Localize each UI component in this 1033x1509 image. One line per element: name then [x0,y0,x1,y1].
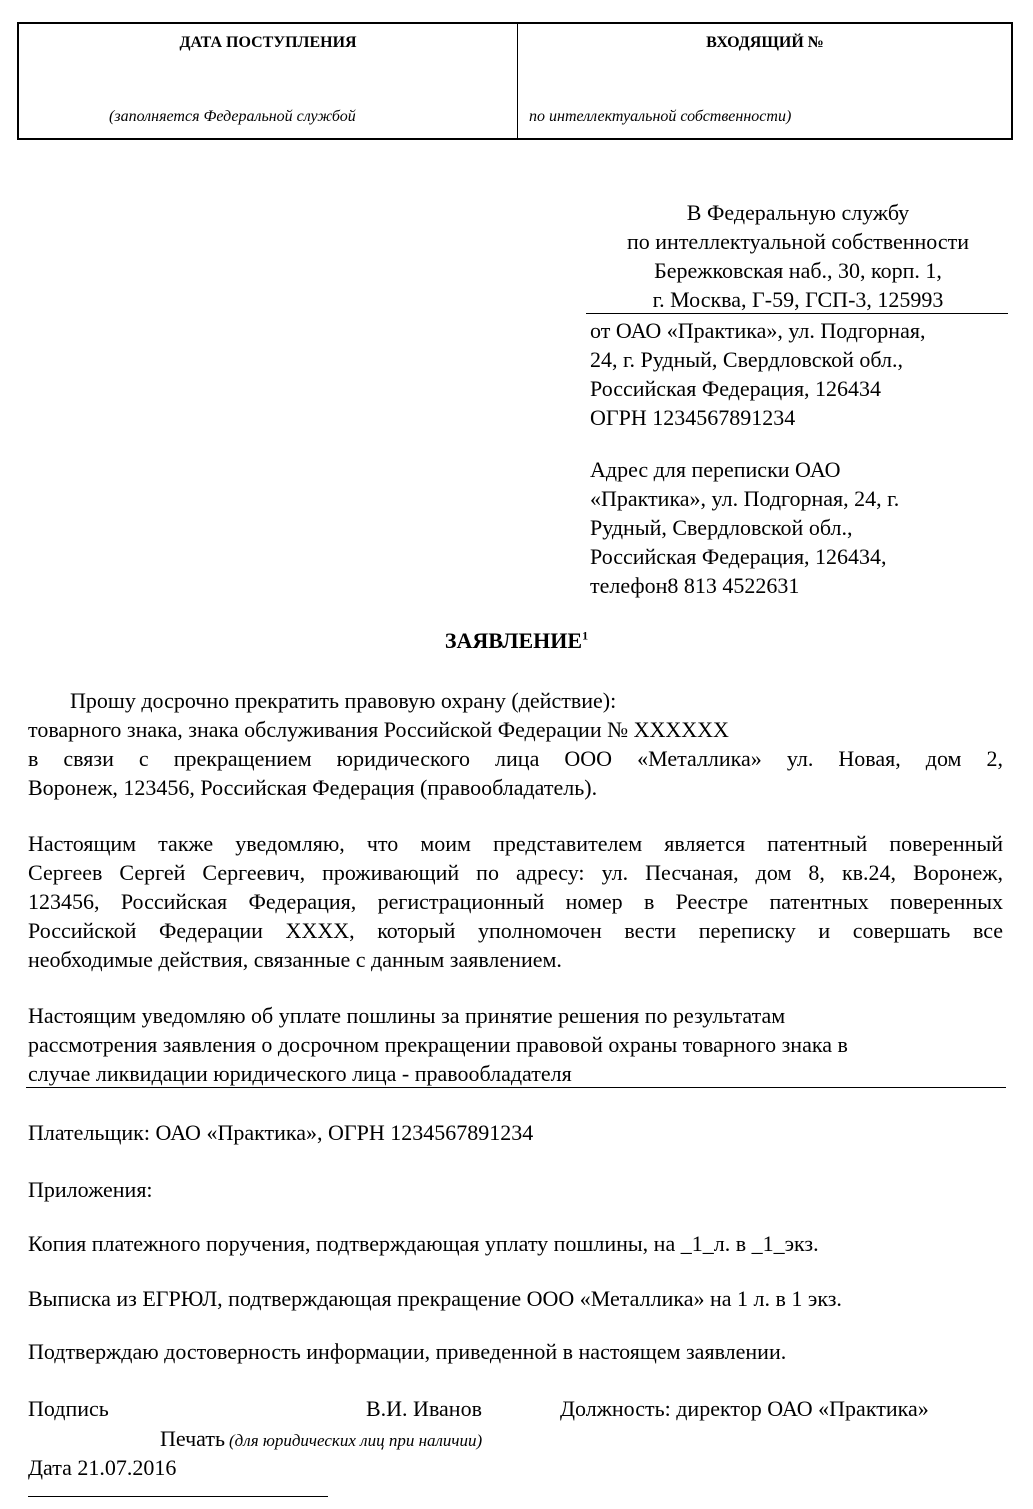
addressee-line: по интеллектуальной собственности [627,229,969,254]
payer-text: Плательщик: ОАО «Практика», ОГРН 1234567891234 [28,1120,534,1145]
footnote-separator [28,1496,328,1497]
signature-label: Подпись [28,1396,109,1421]
fee-line: случае ликвидации юридического лица - правообладателя [28,1061,572,1086]
seal-note: (для юридических лиц при наличии) [229,1431,483,1450]
title-text: ЗАЯВЛЕНИЕ [444,628,583,653]
signer-name: В.И. Иванов [366,1396,482,1421]
seal-label: Печать [160,1426,226,1451]
correspondence-line: Российская Федерация, 126434, [590,544,887,569]
sender-line: ОГРН 1234567891234 [590,405,796,430]
confirmation-text: Подтверждаю достоверность информации, приведенной в настоящем заявлении. [28,1339,787,1364]
request-line-3: в связи с прекращением юридического лица ООО «Металлика» ул. Новая, дом 2, [28,746,1003,771]
correspondence-line: Адрес для переписки ОАО [590,457,841,482]
fee-paragraph [28,1001,848,1088]
fee-line: рассмотрения заявления о досрочном прекращении правовой охраны товарного знака в [28,1032,848,1057]
representative-line: Настоящим также уведомляю, что моим представителем является патентный поверенный [28,831,1003,856]
correspondence-line: «Практика», ул. Подгорная, 24, г. [590,486,900,511]
sender-line: Российская Федерация, 126434 [590,376,882,401]
correspondence-block [590,455,899,600]
fee-rule [26,1087,1006,1088]
addressee-line: В Федеральную службу [686,200,910,225]
addressee-line: г. Москва, Г-59, ГСП-3, 125993 [652,287,944,312]
attachment-item-1: Копия платежного поручения, подтверждающая уплату пошлины, на _1_л. в _1_экз. [28,1231,819,1256]
document-date: Дата 21.07.2016 [28,1455,177,1480]
sender-block [590,316,925,432]
seal-row [160,1424,482,1453]
correspondence-line: телефон8 813 4522631 [590,573,800,598]
document-title [0,628,1033,654]
title-footnote: 1 [582,628,589,643]
request-line-1: Прошу досрочно прекратить правовую охрану (действие): [70,688,617,713]
sender-line: 24, г. Рудный, Свердловской обл., [590,347,903,372]
request-line-4: Воронеж, 123456, Российская Федерация (правообладатель). [28,775,598,800]
correspondence-line: Рудный, Свердловской обл., [590,515,853,540]
representative-line: Российской Федерации XXXX, который уполномочен вести переписку и совершать все [28,918,1003,943]
request-line-2: товарного знака, знака обслуживания Российской Федерации № XXXXXX [28,717,729,742]
sender-line: от ОАО «Практика», ул. Подгорная, [590,318,926,343]
representative-paragraph [28,829,1003,974]
attachment-item-2: Выписка из ЕГРЮЛ, подтверждающая прекращение ООО «Металлика» на 1 л. в 1 экз. [28,1286,842,1311]
header-table [17,22,1013,140]
header-note-left: (заполняется Федеральной службой [109,108,356,125]
addressee-line: Бережковская наб., 30, корп. 1, [654,258,942,283]
addressee-block [588,198,1008,314]
incoming-number-title: ВХОДЯЩИЙ № [706,34,824,51]
representative-line: Сергеев Сергей Сергеевич, проживающий по адресу: ул. Песчаная, дом 8, кв.24, Воронеж, [28,860,1003,885]
signer-position: Должность: директор ОАО «Практика» [560,1396,929,1421]
addressee-rule [586,313,1008,314]
attachments-heading: Приложения: [28,1177,153,1202]
fee-line: Настоящим уведомляю об уплате пошлины за принятие решения по результатам [28,1003,786,1028]
representative-line: необходимые действия, связанные с данным заявлением. [28,947,562,972]
header-note-right: по интеллектуальной собственности) [529,108,792,125]
received-date-title: ДАТА ПОСТУПЛЕНИЯ [179,34,357,51]
representative-line: 123456, Российская Федерация, регистрационный номер в Реестре патентных поверенных [28,889,1003,914]
